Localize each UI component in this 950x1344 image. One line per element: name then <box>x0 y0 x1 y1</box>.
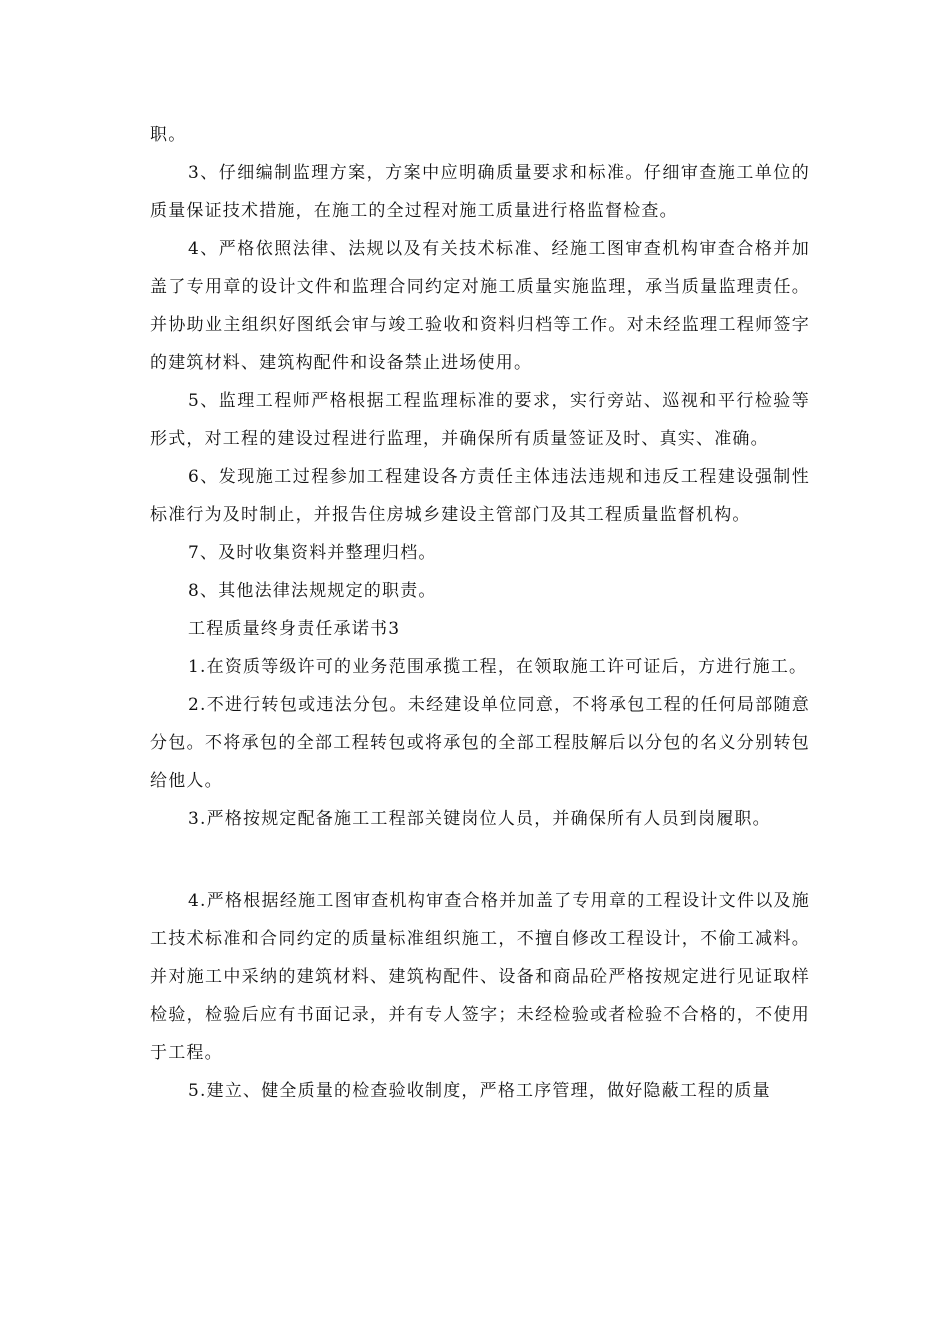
paragraph-item-4: 4、严格依照法律、法规以及有关技术标准、经施工图审查机构审查合格并加盖了专用章的设计文件和监理合同约定对施工质量实施监理，承当质量监理责任。并协助业主组织好图纸会审与竣工验收和资料归档等工作。对未经监理工程师签字的建筑材料、建筑构配件和设备禁止进场使用。 <box>150 239 810 373</box>
commitment-item-3: 3.严格按规定配备施工工程部关键岗位人员，并确保所有人员到岗履职。 <box>188 809 771 829</box>
paragraph-item-8: 8、其他法律法规规定的职责。 <box>188 581 437 601</box>
commitment-item-5: 5.建立、健全质量的检查验收制度，严格工序管理，做好隐蔽工程的质量 <box>188 1081 771 1101</box>
document-page <box>150 116 810 1110</box>
paragraph-fragment: 职。 <box>150 125 187 145</box>
paragraph-item-3: 3、仔细编制监理方案，方案中应明确质量要求和标准。仔细审查施工单位的质量保证技术措施，在施工的全过程对施工质量进行格监督检查。 <box>150 163 810 221</box>
paragraph-item-7: 7、及时收集资料并整理归档。 <box>188 543 437 563</box>
commitment-item-1: 1.在资质等级许可的业务范围承揽工程，在领取施工许可证后，方进行施工。 <box>188 657 808 677</box>
blank-line <box>150 838 810 882</box>
section-heading: 工程质量终身责任承诺书3 <box>188 619 401 639</box>
paragraph-item-5: 5、监理工程师严格根据工程监理标准的要求，实行旁站、巡视和平行检验等形式，对工程的建设过程进行监理，并确保所有质量签证及时、真实、准确。 <box>150 391 810 449</box>
commitment-item-4: 4.严格根据经施工图审查机构审查合格并加盖了专用章的工程设计文件以及施工技术标准和合同约定的质量标准组织施工，不擅自修改工程设计，不偷工减料。并对施工中采纳的建筑材料、建筑构配件、设备和商品砼严格按规定进行见证取样检验，检验后应有书面记录，并有专人签字；未经检验或者检验不合格的，不使用于工程。 <box>150 891 810 1063</box>
commitment-item-2: 2.不进行转包或违法分包。未经建设单位同意，不将承包工程的任何局部随意分包。不将承包的全部工程转包或将承包的全部工程肢解后以分包的名义分别转包给他人。 <box>150 695 810 791</box>
paragraph-item-6: 6、发现施工过程参加工程建设各方责任主体违法违规和违反工程建设强制性标准行为及时制止，并报告住房城乡建设主管部门及其工程质量监督机构。 <box>150 467 810 525</box>
